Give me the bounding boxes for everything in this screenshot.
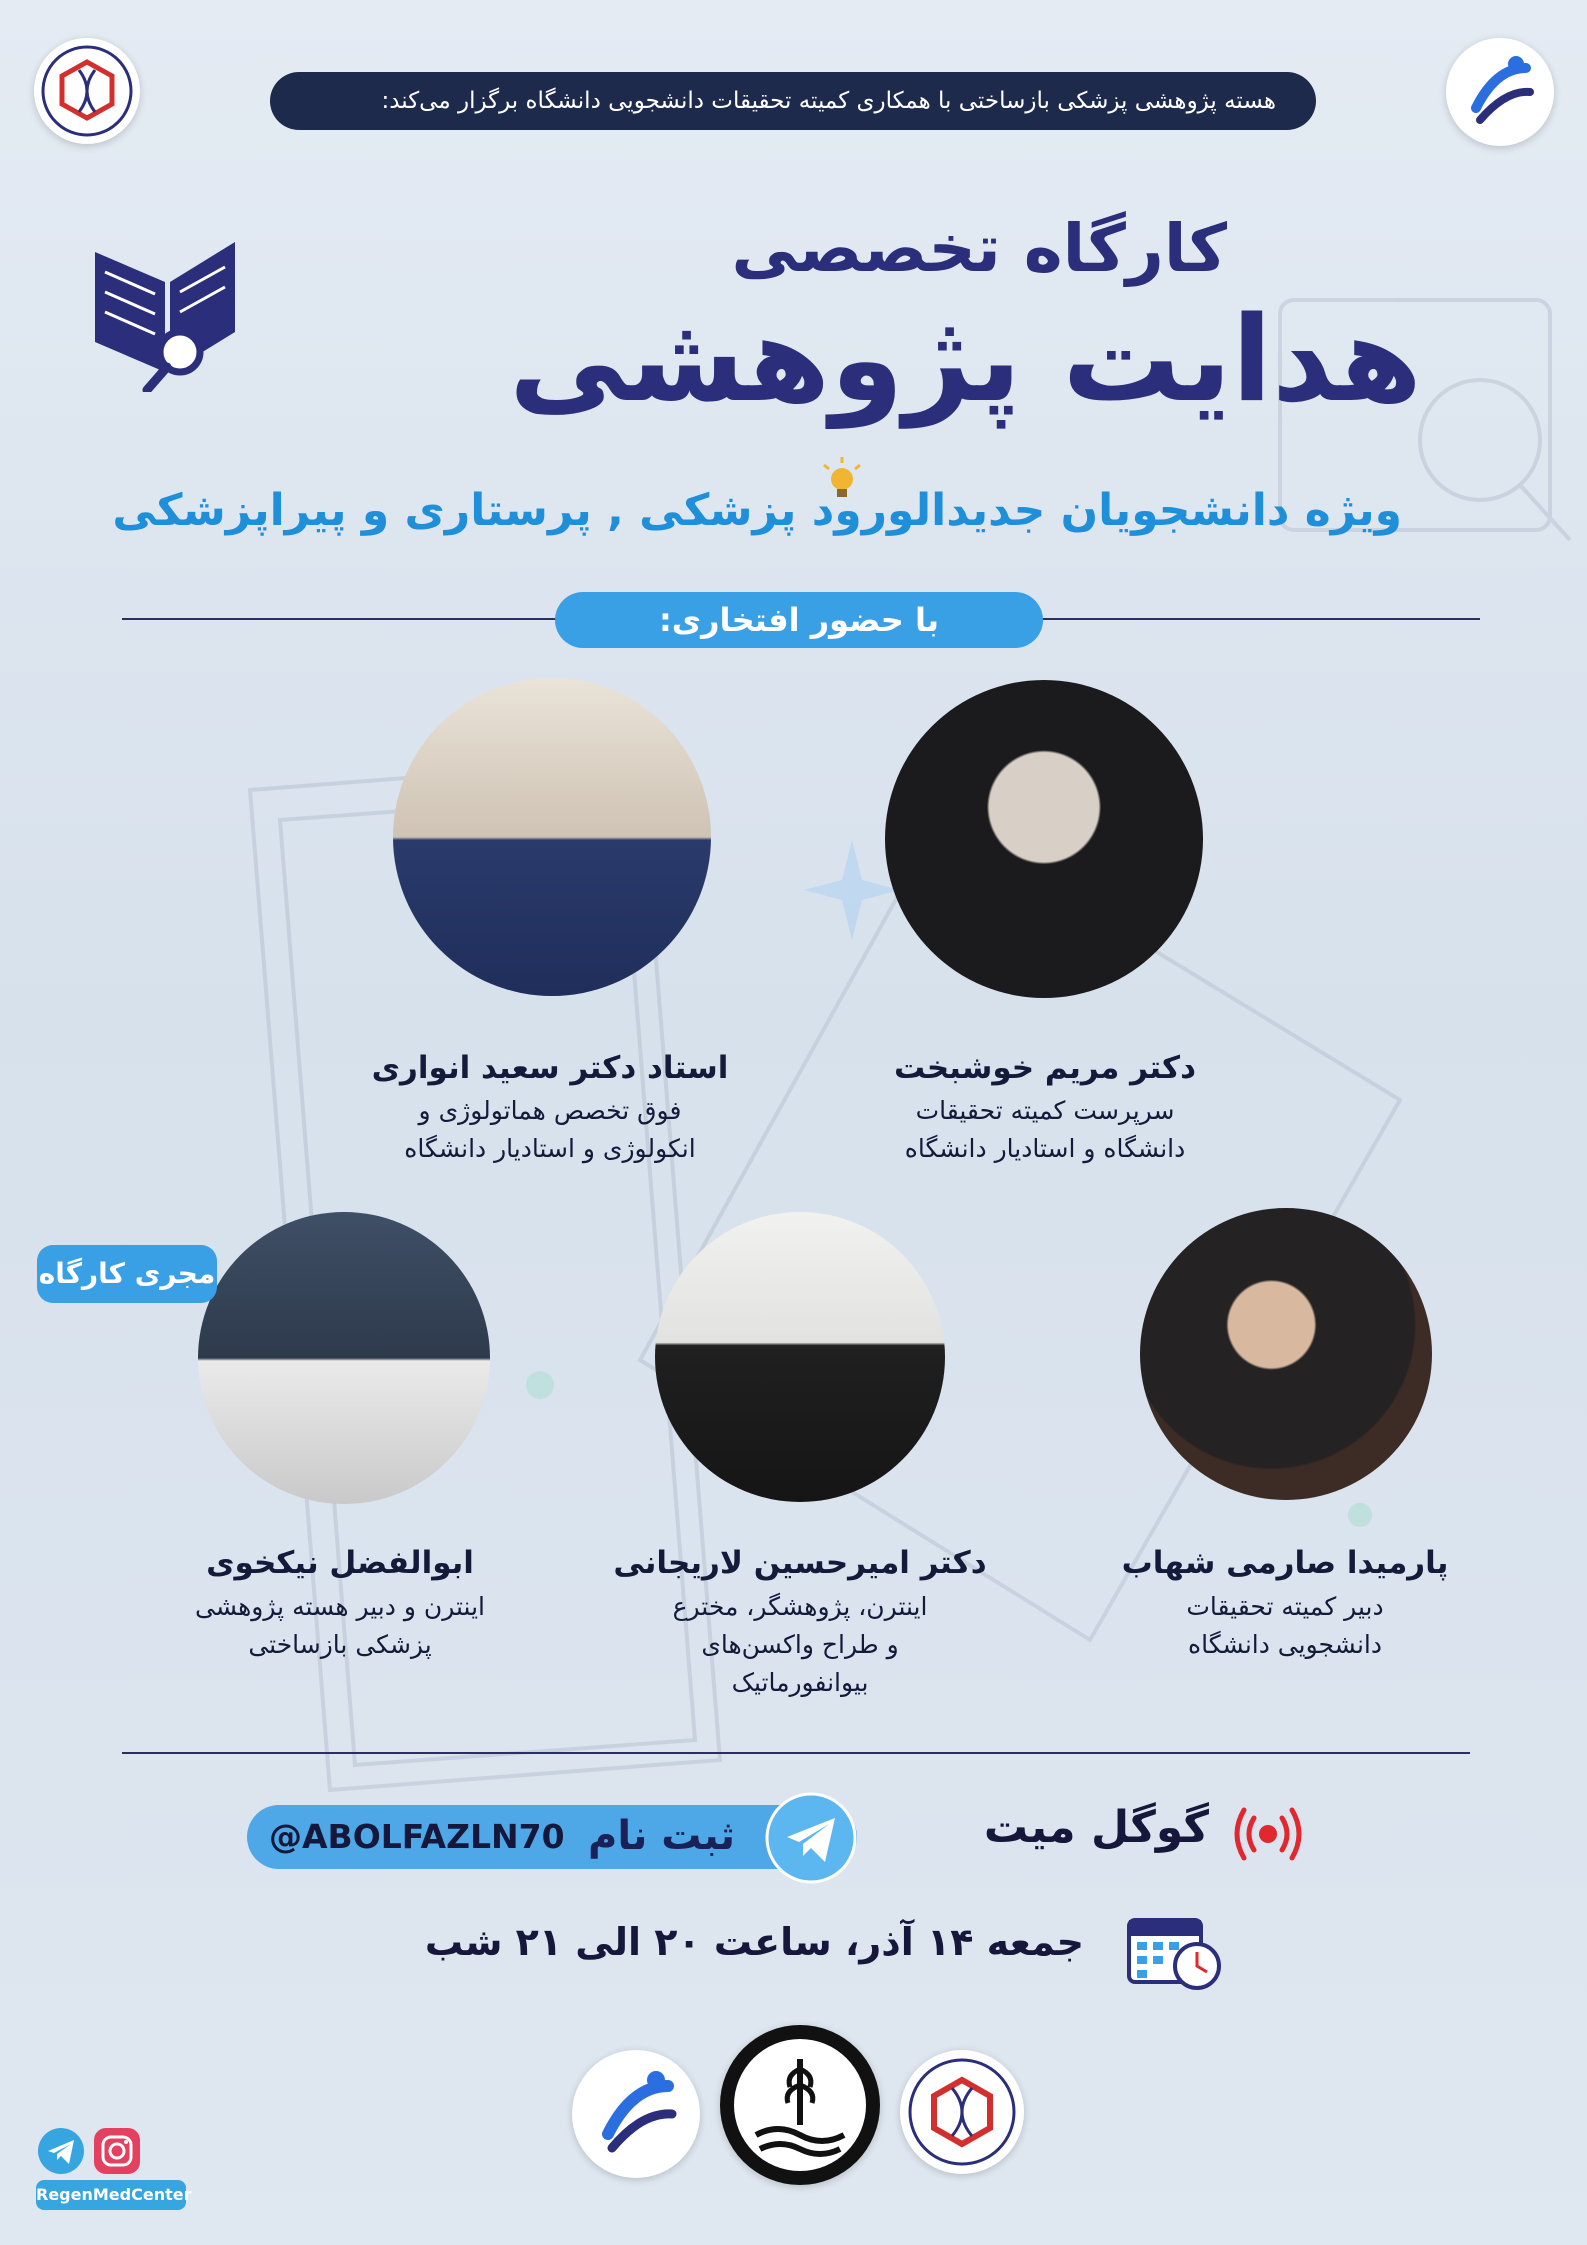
- social-handle[interactable]: RegenMedCenter: [36, 2180, 186, 2210]
- speaker-desc-line: دانشگاه و استادیار دانشگاه: [904, 1134, 1186, 1163]
- telegram-icon[interactable]: [38, 2128, 84, 2174]
- title-line-2: هدایت پژوهشی: [508, 290, 1422, 428]
- title-line-1: کارگاه تخصصی: [731, 210, 1227, 287]
- speaker-desc-line: پزشکی بازساختی: [248, 1630, 432, 1659]
- audience-subtitle: ویژه دانشجویان جدیدالورود پزشکی , پرستاری و پیراپزشکی: [112, 485, 1402, 536]
- speaker-photo-anvari: [393, 678, 711, 996]
- speaker-desc-line: فوق تخصص هماتولوژی و: [418, 1096, 682, 1125]
- student-research-committee-logo: [1446, 38, 1554, 146]
- registration-label: ثبت نام: [588, 1813, 735, 1859]
- host-label: مجری کارگاه: [37, 1245, 217, 1303]
- speaker-photo-larijani: [655, 1212, 945, 1502]
- section-divider: [122, 1752, 1470, 1754]
- research-center-logo: [900, 2050, 1024, 2174]
- speaker-desc-line: دانشجویی دانشگاه: [1188, 1630, 1382, 1659]
- research-center-logo: [34, 38, 140, 144]
- book-search-icon: [85, 222, 255, 392]
- speaker-name: ابوالفضل نیکخوی: [206, 1545, 474, 1581]
- telegram-icon[interactable]: [765, 1792, 857, 1884]
- speaker-desc-line: دبیر کمیته تحقیقات: [1186, 1592, 1384, 1621]
- live-broadcast-icon: [1232, 1806, 1304, 1862]
- speaker-name: دکتر امیرحسین لاریجانی: [613, 1545, 987, 1581]
- speaker-name: استاد دکتر سعید انواری: [371, 1050, 729, 1086]
- speaker-desc-line: اینترن، پژوهشگر، مخترع: [672, 1592, 928, 1621]
- speaker-photo-nikkhooi: [198, 1212, 490, 1504]
- speaker-name: پارمیدا صارمی شهاب: [1121, 1545, 1449, 1581]
- telegram-handle[interactable]: @ABOLFAZLN70: [269, 1817, 565, 1856]
- speaker-desc-line: سرپرست کمیته تحقیقات: [915, 1096, 1175, 1125]
- platform-label: گوگل میت: [983, 1802, 1209, 1853]
- speaker-name: دکتر مریم خوشبخت: [894, 1050, 1196, 1086]
- guests-label: با حضور افتخاری:: [555, 592, 1043, 648]
- speaker-photo-khoshbakht: [885, 680, 1203, 998]
- speaker-desc-line: انکولوژی و استادیار دانشگاه: [404, 1134, 696, 1163]
- speaker-desc-line: بیوانفورماتیک: [731, 1668, 869, 1697]
- organizer-banner: هسته پژوهشی پزشکی بازساختی با همکاری کمیته تحقیقات دانشجویی دانشگاه برگزار می‌کند:: [270, 72, 1316, 130]
- speaker-photo-saremi: [1140, 1208, 1432, 1500]
- speaker-desc-line: و طراح واکسن‌های: [701, 1630, 899, 1659]
- calendar-clock-icon: [1125, 1910, 1225, 1990]
- instagram-icon[interactable]: [94, 2128, 140, 2174]
- university-logo: [720, 2025, 880, 2185]
- event-datetime: جمعه ۱۴ آذر، ساعت ۲۰ الی ۲۱ شب: [424, 1920, 1084, 1964]
- speaker-desc-line: اینترن و دبیر هسته پژوهشی: [194, 1592, 485, 1621]
- student-research-committee-logo: [572, 2050, 700, 2178]
